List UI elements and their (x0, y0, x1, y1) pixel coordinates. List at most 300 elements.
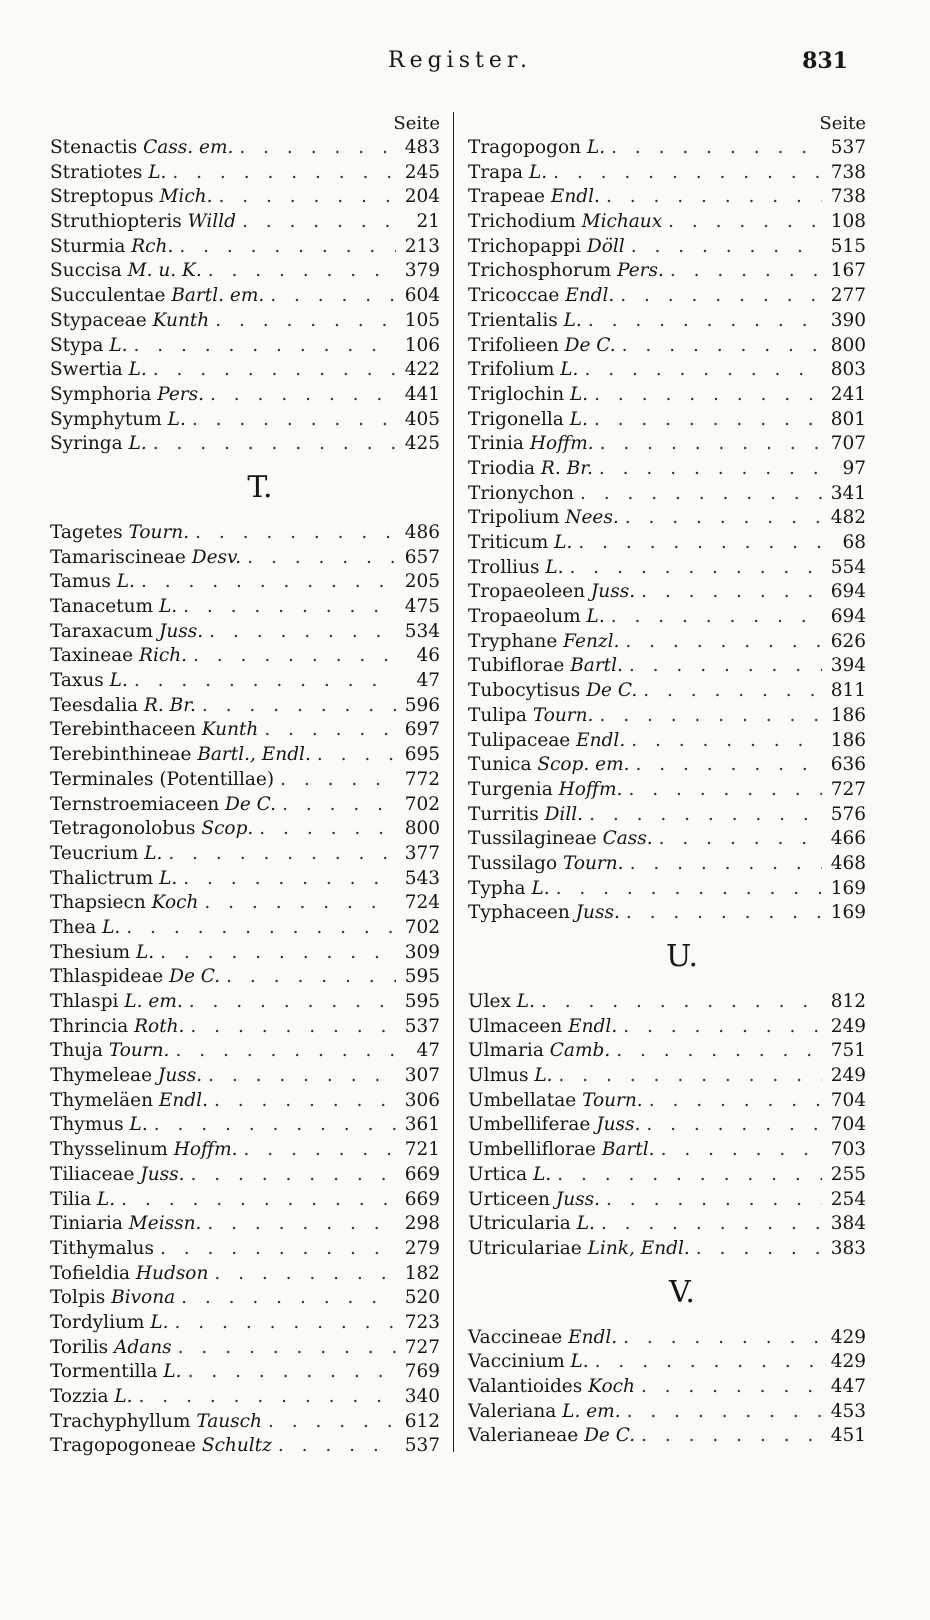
entry-name: Trifolieen (468, 334, 565, 356)
leader-dots (214, 1089, 396, 1114)
index-entry (468, 605, 866, 630)
entry-page: 306 (404, 1089, 440, 1111)
entry-name: Stratiotes (50, 161, 149, 183)
entry-name: Symphytum (50, 408, 168, 430)
entry-page: 97 (842, 457, 866, 479)
entry-page: 47 (416, 1040, 440, 1062)
index-entry (468, 408, 866, 433)
entry-term (468, 1212, 595, 1237)
entry-authority: L. (586, 606, 605, 628)
entry-name: Tragopogoneae (50, 1435, 202, 1457)
entry-page: 482 (830, 507, 866, 529)
entry-name: Trientalis (468, 309, 564, 331)
leader-dots (641, 580, 822, 605)
entry-page: 657 (404, 546, 440, 568)
entry-authority: Roth. (134, 1015, 185, 1037)
entry-name: Ulmus (468, 1065, 535, 1087)
index-entry (50, 210, 440, 235)
entry-page: 803 (830, 359, 866, 381)
entry-term (468, 753, 630, 778)
entry-page: 425 (404, 433, 440, 455)
entry-page: 254 (830, 1188, 866, 1210)
leader-dots (594, 408, 822, 433)
entry-page: 213 (404, 235, 440, 257)
entry-term (468, 136, 605, 161)
entry-authority: Bartl. em. (171, 285, 265, 307)
entry-name: Tamariscineae (50, 546, 192, 568)
entry-page: 537 (404, 1015, 440, 1037)
entry-name: Trifolium (468, 359, 561, 381)
entry-page: 298 (404, 1213, 440, 1235)
entry-name: Taxineae (50, 645, 140, 667)
index-entry (50, 1311, 440, 1336)
leader-dots (556, 877, 822, 902)
leader-dots (601, 1212, 822, 1237)
entry-authority: L. (114, 1386, 133, 1407)
leader-dots (578, 531, 822, 556)
entry-name: Stypa (50, 334, 110, 356)
entry-page: 697 (404, 719, 440, 741)
index-entry (50, 408, 440, 433)
index-entry (468, 990, 866, 1015)
entry-authority: Juss. (158, 620, 204, 642)
entry-authority: L. (586, 137, 606, 158)
leader-dots (641, 1424, 822, 1449)
entry-name: Thymeleae (50, 1065, 158, 1087)
entry-page: 46 (416, 645, 440, 667)
entry-term (468, 1424, 635, 1449)
entry-authority: Schultz (201, 1435, 272, 1457)
entry-name: Stypaceae (50, 309, 153, 331)
entry-term (468, 1089, 643, 1114)
index-entry (468, 309, 866, 334)
entry-name: Vaccinium (468, 1351, 571, 1373)
entry-term (50, 1015, 184, 1040)
entry-name: Valeriana (468, 1400, 563, 1422)
entry-term (468, 235, 625, 260)
index-entry (468, 506, 866, 531)
leader-dots (133, 334, 396, 359)
leader-dots (215, 309, 396, 334)
entry-name: Tunica (468, 754, 538, 776)
leader-dots (193, 644, 396, 669)
entry-name: Tithymalus (50, 1237, 154, 1259)
column-divider (453, 112, 454, 1452)
leader-dots (557, 1163, 822, 1188)
entry-authority: L. (148, 161, 167, 183)
entry-name: Valantioides (468, 1375, 589, 1397)
index-entry (50, 546, 440, 571)
entry-authority: Hoffm. (173, 1139, 238, 1161)
entry-term (468, 259, 664, 284)
index-entry (468, 580, 866, 605)
leader-dots (599, 704, 822, 729)
entry-page: 702 (404, 916, 440, 938)
leader-dots (218, 185, 396, 210)
index-entry (468, 185, 866, 210)
entry-name: Tiniaria (50, 1213, 129, 1235)
index-entry (50, 432, 440, 457)
entry-authority: L. em. (124, 991, 183, 1012)
index-entry (468, 1039, 866, 1064)
leader-dots (202, 694, 396, 719)
index-entry (468, 852, 866, 877)
entry-name: Thymeläen (50, 1089, 159, 1111)
entry-authority: L. (576, 1213, 595, 1235)
entry-authority: Bivona (111, 1287, 176, 1309)
entry-page: 307 (404, 1065, 440, 1087)
entry-term (50, 891, 198, 916)
entry-authority: R. Br. (143, 694, 196, 716)
entry-page: 186 (830, 704, 866, 726)
leader-dots (625, 630, 822, 655)
entry-name: Teesdalia (50, 694, 144, 716)
leader-dots (244, 1138, 396, 1163)
entry-term (50, 669, 128, 694)
entry-authority: Camb. (549, 1040, 611, 1062)
entry-term (50, 842, 162, 867)
entry-name: Tricoccae (468, 285, 566, 307)
entry-name: Ulex (468, 991, 517, 1012)
leader-dots (606, 185, 822, 210)
entry-name: Tofieldia (50, 1262, 136, 1284)
left-column (50, 112, 440, 1459)
entry-name: Thea (50, 916, 103, 938)
entry-name: Tropaeolum (468, 606, 587, 628)
entry-name: Urticeen (468, 1188, 556, 1210)
entry-authority: Pers. (617, 260, 664, 282)
entry-name: Trigonella (468, 408, 570, 430)
entry-page: 595 (404, 966, 440, 988)
entry-term (50, 1262, 208, 1287)
entry-name: Trachyphyllum (50, 1410, 197, 1432)
entry-page: 727 (404, 1336, 440, 1358)
leader-dots (584, 358, 822, 383)
entry-authority: De C. (169, 966, 221, 988)
index-entry (50, 1262, 440, 1287)
entry-authority: Willd (187, 211, 236, 233)
index-entry (50, 284, 440, 309)
entry-term (50, 793, 276, 818)
index-entry (468, 729, 866, 754)
index-entry (50, 1064, 440, 1089)
entry-term (50, 768, 274, 793)
index-entry (468, 1089, 866, 1114)
entry-authority: Hoffm. (558, 778, 623, 800)
entry-name: Umbelliflorae (468, 1139, 602, 1161)
leader-dots (183, 595, 396, 620)
entry-name: Trapa (468, 161, 529, 183)
entry-authority: Desv. (191, 546, 242, 568)
entry-term (50, 1064, 202, 1089)
entry-page: 724 (404, 892, 440, 914)
leader-dots (247, 546, 396, 571)
entry-term (468, 1015, 617, 1040)
entry-authority: Bartl., Endl. (197, 744, 311, 766)
entry-authority: Tausch (196, 1410, 262, 1432)
entry-page: 204 (404, 186, 440, 208)
entry-page: 249 (830, 1015, 866, 1037)
entry-term (468, 679, 637, 704)
entry-authority: Endl. (568, 1015, 618, 1037)
entry-term (50, 235, 173, 260)
entry-page: 612 (404, 1410, 440, 1432)
entry-term (468, 1064, 553, 1089)
leader-dots (190, 1015, 396, 1040)
entry-authority: L. (102, 916, 121, 938)
index-entry (50, 259, 440, 284)
entry-authority: Fenzl. (563, 630, 620, 652)
entry-page: 405 (404, 408, 440, 430)
entry-authority: Meissn. (128, 1213, 202, 1235)
leader-dots (623, 1015, 822, 1040)
entry-page: 723 (404, 1311, 440, 1333)
leader-dots (589, 803, 822, 828)
entry-authority: Michaux (581, 211, 663, 233)
entry-term (468, 1400, 621, 1425)
entry-authority: L. (128, 433, 147, 455)
entry-term (50, 136, 233, 161)
entry-authority: Tourn. (562, 852, 624, 874)
entry-page: 167 (830, 260, 866, 282)
index-entry (50, 1212, 440, 1237)
leader-dots (559, 1064, 822, 1089)
index-entry (468, 630, 866, 655)
leader-dots (179, 235, 396, 260)
entry-page: 604 (404, 285, 440, 307)
leader-dots (139, 1385, 396, 1410)
entry-page: 309 (404, 941, 440, 963)
entry-authority: Hudson (135, 1262, 209, 1284)
entry-page: 721 (404, 1139, 440, 1161)
entry-name: Urtica (468, 1163, 534, 1185)
entry-authority: L. (570, 1351, 589, 1373)
leader-dots (631, 235, 822, 260)
entry-name: Tulipa (468, 704, 533, 726)
entry-term (50, 1311, 169, 1336)
entry-authority: Kunth (201, 719, 259, 741)
entry-term (50, 1212, 201, 1237)
entry-name: Terebinthaceen (50, 719, 202, 741)
entry-name: Teucrium (50, 842, 145, 864)
entry-term (50, 1138, 238, 1163)
leader-dots (239, 136, 396, 161)
index-entry (50, 1237, 440, 1262)
entry-term (468, 990, 535, 1015)
index-entry (50, 990, 440, 1015)
entry-term (50, 309, 209, 334)
entry-term (468, 482, 574, 507)
entry-name: Succulentae (50, 285, 172, 307)
entry-authority: L. (545, 556, 564, 578)
leader-dots (268, 1410, 396, 1435)
leader-dots (259, 817, 396, 842)
index-entry (468, 1188, 866, 1213)
entry-page: 772 (404, 768, 440, 790)
entry-term (50, 1434, 272, 1459)
entry-name: Ternstroemiaceen (50, 793, 226, 815)
entry-term (468, 605, 605, 630)
entry-name: Terminales (Potentillae) (50, 768, 275, 790)
entry-term (468, 383, 588, 408)
seite-label: Seite (819, 113, 866, 134)
entry-name: Utricularia (468, 1213, 577, 1235)
entry-authority: Endl. (568, 1326, 618, 1348)
leader-dots (622, 334, 822, 359)
entry-authority: De C. (564, 334, 616, 356)
index-entry (50, 570, 440, 595)
entry-term (50, 1237, 154, 1262)
entry-term (468, 827, 653, 852)
entry-authority: De C. (225, 793, 277, 815)
entry-name: Trionychon (468, 482, 574, 504)
entry-page: 169 (830, 902, 866, 924)
entry-term (50, 1410, 262, 1435)
entry-name: Thymus (50, 1114, 130, 1136)
entry-name: Tussilago (468, 852, 563, 874)
entry-page: 694 (830, 581, 866, 603)
leader-dots (204, 891, 396, 916)
entry-name: Trichosphorum (468, 260, 618, 282)
entry-list-u (468, 990, 866, 1262)
entry-page: 108 (830, 211, 866, 233)
index-entry (50, 136, 440, 161)
entry-name: Tripolium (468, 507, 566, 529)
entry-term (50, 941, 154, 966)
leader-dots (670, 259, 822, 284)
entry-name: Taxus (50, 670, 110, 692)
entry-page: 812 (830, 991, 866, 1012)
entry-name: Trichodium (468, 211, 582, 233)
leader-dots (172, 161, 396, 186)
leader-dots (278, 1434, 396, 1459)
leader-dots (189, 990, 396, 1015)
index-entry (50, 941, 440, 966)
leader-dots (282, 793, 396, 818)
entry-term (468, 852, 624, 877)
entry-term (468, 1188, 600, 1213)
index-entry (50, 1434, 440, 1459)
leader-dots (195, 521, 396, 546)
leader-dots (209, 620, 396, 645)
index-entry (50, 358, 440, 383)
entry-term (50, 546, 241, 571)
index-entry (50, 694, 440, 719)
entry-name: Tubocytisus (468, 680, 587, 702)
leader-dots (160, 941, 396, 966)
entry-name: Tussilagineae (468, 828, 603, 850)
leader-dots (160, 1237, 396, 1262)
leader-dots (668, 210, 822, 235)
index-entry (50, 644, 440, 669)
entry-authority: L. (158, 596, 178, 617)
index-entry (468, 901, 866, 926)
index-entry (468, 1113, 866, 1138)
index-entry (50, 1410, 440, 1435)
entry-page: 205 (404, 571, 440, 593)
entry-term (468, 408, 588, 433)
entry-term (50, 1286, 175, 1311)
entry-authority: Rich. (139, 645, 188, 667)
entry-term (50, 210, 236, 235)
entry-term (468, 358, 578, 383)
entry-name: Tolpis (50, 1287, 112, 1309)
leader-dots (191, 1163, 397, 1188)
entry-page: 379 (404, 260, 440, 282)
entry-page: 669 (404, 1188, 440, 1210)
entry-page: 801 (830, 408, 866, 430)
entry-page: 515 (830, 235, 866, 257)
entry-name: Valerianeae (468, 1425, 585, 1447)
index-entry (468, 1138, 866, 1163)
index-entry (50, 842, 440, 867)
entry-authority: Tourn. (582, 1089, 643, 1111)
entry-term (468, 1350, 589, 1375)
entry-authority: L. (97, 1188, 116, 1210)
entry-list-v (468, 1326, 866, 1449)
entry-authority: Tourn. (532, 704, 594, 726)
entry-page: 475 (404, 596, 440, 617)
leader-dots (134, 669, 396, 694)
entry-authority: L. (533, 1163, 552, 1185)
index-entry (50, 916, 440, 941)
leader-dots (270, 284, 396, 309)
entry-authority: Kunth (152, 309, 210, 331)
index-entry (50, 620, 440, 645)
leader-dots (175, 1311, 396, 1336)
entry-authority: Juss. (140, 1163, 185, 1185)
entry-name: Thuja (50, 1040, 109, 1062)
entry-authority: Hoffm. (529, 433, 594, 455)
entry-page: 340 (404, 1386, 440, 1407)
entry-term (50, 1385, 133, 1410)
index-entry (50, 1188, 440, 1213)
entry-name: Streptopus (50, 186, 160, 208)
entry-term (468, 284, 614, 309)
entry-term (50, 383, 204, 408)
entry-term (50, 718, 258, 743)
leader-dots (541, 990, 822, 1015)
index-entry (468, 358, 866, 383)
entry-term (50, 965, 220, 990)
entry-page: 520 (404, 1287, 440, 1309)
entry-name: Taraxacum (50, 620, 159, 642)
entry-name: Utriculariae (468, 1237, 588, 1259)
index-entry (468, 1064, 866, 1089)
leader-dots (153, 432, 396, 457)
entry-name: Thalictrum (50, 867, 160, 889)
entry-name: Syringa (50, 433, 129, 455)
entry-name: Trichopappi (468, 235, 587, 257)
entry-authority: Juss. (575, 902, 620, 924)
entry-term (468, 1237, 690, 1262)
entry-page: 451 (830, 1425, 866, 1447)
entry-authority: Döll (586, 235, 625, 257)
index-entry (468, 654, 866, 679)
entry-page: 68 (842, 532, 866, 553)
entry-page: 704 (830, 1089, 866, 1111)
entry-name: Stenactis (50, 137, 144, 158)
leader-dots (600, 432, 822, 457)
entry-name: Tiliaceae (50, 1163, 141, 1185)
entry-term (50, 161, 166, 186)
index-entry (468, 235, 866, 260)
index-entry (468, 556, 866, 581)
entry-term (50, 595, 177, 620)
entry-page: 596 (404, 694, 440, 716)
entry-page: 800 (404, 818, 440, 840)
entry-page: 669 (404, 1163, 440, 1185)
